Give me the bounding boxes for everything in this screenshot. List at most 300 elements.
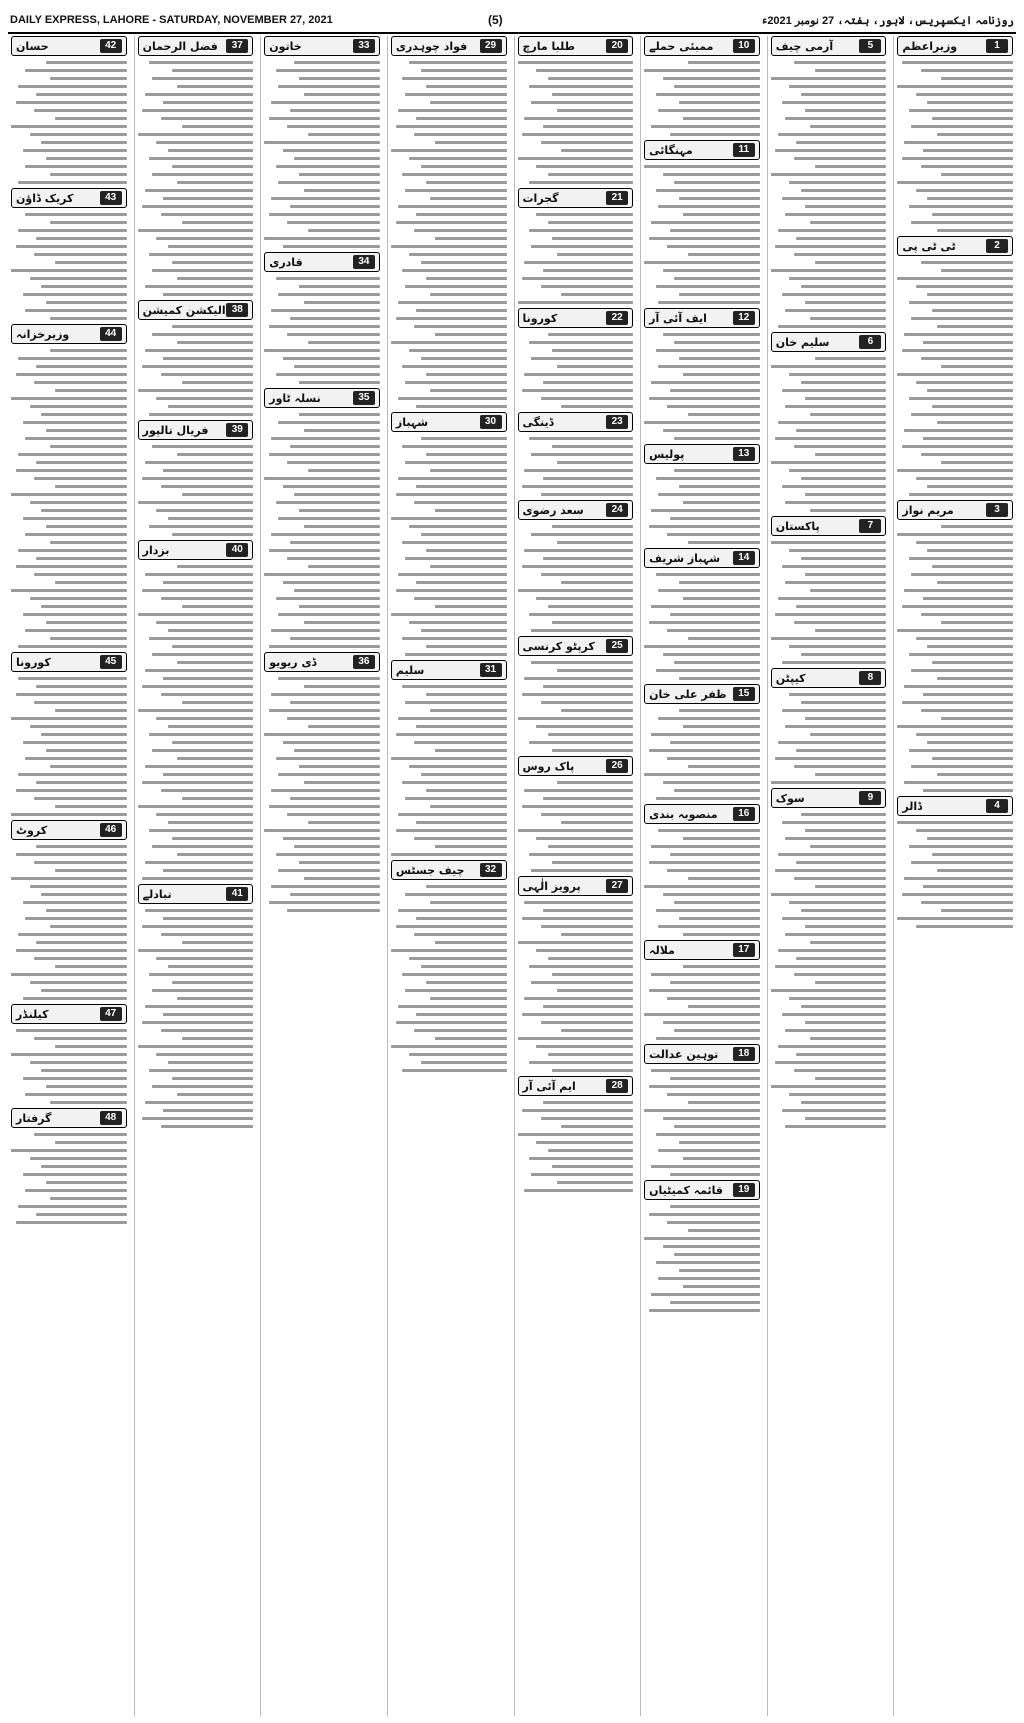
text-line: [789, 1093, 886, 1096]
text-line: [688, 413, 760, 416]
text-line: [557, 989, 633, 992]
text-line: [269, 709, 380, 712]
text-line: [421, 261, 507, 264]
text-line: [172, 741, 253, 744]
text-line: [55, 965, 127, 968]
text-line: [430, 565, 506, 568]
text-line: [658, 301, 760, 304]
text-line: [50, 1197, 126, 1200]
text-line: [904, 429, 1013, 432]
text-line: [435, 1037, 507, 1040]
story-title: وزیرخزانہ: [16, 327, 70, 341]
text-line: [398, 397, 507, 400]
text-line: [30, 133, 127, 136]
news-story: [771, 36, 887, 328]
text-line: [663, 1245, 760, 1248]
story-title: سوک: [775, 791, 805, 805]
text-line: [810, 509, 886, 512]
text-line: [276, 165, 380, 168]
text-line: [430, 997, 506, 1000]
text-line: [426, 645, 507, 648]
text-line: [304, 189, 380, 192]
story-number: 39: [226, 423, 248, 437]
text-line: [649, 621, 760, 624]
masthead-english: DAILY EXPRESS, LAHORE - SATURDAY, NOVEMBER 27, 2021: [10, 14, 333, 26]
text-line: [36, 941, 126, 944]
text-line: [909, 653, 1013, 656]
story-body-text: [138, 443, 254, 536]
text-line: [421, 629, 507, 632]
text-line: [658, 1149, 760, 1152]
story-number: 45: [100, 655, 122, 669]
story-body-text: [518, 1099, 634, 1192]
text-line: [16, 565, 127, 568]
text-line: [810, 221, 886, 224]
text-line: [541, 701, 634, 704]
text-line: [775, 149, 886, 152]
text-line: [426, 789, 507, 792]
story-title: شہباز شریف: [649, 551, 721, 565]
story-title: ظفر علی خان: [649, 687, 727, 701]
text-line: [801, 909, 887, 912]
masthead: [8, 10, 1016, 34]
story-number: 29: [480, 39, 502, 53]
text-line: [651, 733, 760, 736]
text-line: [771, 893, 887, 896]
story-headline-box: [644, 444, 760, 464]
text-line: [782, 197, 886, 200]
text-line: [557, 365, 633, 368]
text-line: [391, 517, 507, 520]
text-line: [522, 1013, 633, 1016]
text-line: [276, 853, 380, 856]
text-line: [416, 581, 506, 584]
story-headline-box: [644, 684, 760, 704]
text-line: [916, 477, 1013, 480]
story-title: توہین عدالت: [649, 1047, 719, 1061]
text-line: [921, 261, 1014, 264]
text-line: [531, 453, 633, 456]
story-title: کیلنڈر: [16, 1007, 49, 1021]
text-line: [16, 1029, 127, 1032]
text-line: [789, 277, 886, 280]
text-line: [23, 613, 127, 616]
news-story: [11, 820, 127, 1000]
text-line: [667, 533, 760, 536]
text-line: [923, 149, 1013, 152]
text-line: [278, 85, 380, 88]
news-column: [134, 36, 257, 1716]
text-line: [518, 301, 634, 304]
story-body-text: [644, 1203, 760, 1312]
text-line: [25, 629, 127, 632]
text-line: [927, 197, 1013, 200]
text-line: [902, 157, 1013, 160]
text-line: [163, 357, 253, 360]
text-line: [561, 933, 633, 936]
text-line: [398, 301, 507, 304]
text-line: [794, 157, 887, 160]
text-line: [518, 589, 634, 592]
text-line: [402, 77, 506, 80]
text-line: [396, 1021, 507, 1024]
text-line: [426, 453, 507, 456]
text-line: [782, 1013, 886, 1016]
text-line: [299, 605, 380, 608]
story-body-text: [518, 211, 634, 304]
text-line: [536, 69, 633, 72]
text-line: [561, 821, 633, 824]
text-line: [932, 405, 1013, 408]
text-line: [11, 973, 127, 976]
text-line: [287, 125, 380, 128]
text-line: [782, 709, 886, 712]
story-number: 44: [100, 327, 122, 341]
text-line: [304, 621, 380, 624]
story-headline-box: [11, 652, 127, 672]
text-line: [909, 397, 1013, 400]
text-line: [16, 469, 127, 472]
story-title: ملالہ: [649, 943, 675, 957]
text-line: [683, 965, 759, 968]
text-line: [16, 101, 127, 104]
text-line: [398, 717, 507, 720]
text-line: [658, 829, 760, 832]
text-line: [304, 301, 380, 304]
story-body-text: [518, 899, 634, 1072]
text-line: [789, 181, 886, 184]
text-line: [290, 637, 380, 640]
story-title: فریال تالپور: [142, 423, 209, 437]
text-line: [651, 1165, 760, 1168]
text-line: [782, 661, 886, 664]
story-headline-box: [264, 388, 380, 408]
text-line: [524, 373, 633, 376]
story-number: 30: [480, 415, 502, 429]
text-line: [644, 261, 760, 264]
text-line: [163, 197, 253, 200]
news-story: [897, 500, 1013, 792]
text-line: [679, 197, 760, 200]
text-line: [529, 341, 633, 344]
news-column: [767, 36, 890, 1716]
text-line: [927, 293, 1013, 296]
text-line: [904, 685, 1013, 688]
text-line: [11, 125, 127, 128]
text-line: [276, 69, 380, 72]
story-number: 24: [606, 503, 628, 517]
story-title: ڈالر: [902, 799, 923, 813]
text-line: [409, 253, 506, 256]
text-line: [541, 141, 634, 144]
text-line: [435, 941, 507, 944]
text-line: [172, 645, 253, 648]
text-line: [269, 805, 380, 808]
text-line: [561, 1125, 633, 1128]
text-line: [405, 557, 507, 560]
text-line: [796, 605, 886, 608]
text-line: [161, 933, 254, 936]
story-title: مریم نواز: [902, 503, 954, 517]
text-line: [156, 237, 253, 240]
story-number: 33: [353, 39, 375, 53]
story-title: پولیس: [649, 447, 685, 461]
news-column: [8, 36, 130, 1716]
text-line: [391, 149, 507, 152]
text-line: [815, 261, 887, 264]
text-line: [149, 61, 253, 64]
text-line: [909, 557, 1013, 560]
text-line: [522, 1109, 633, 1112]
text-line: [644, 885, 760, 888]
page-number: (5): [488, 13, 503, 27]
text-line: [391, 245, 507, 248]
story-body-text: [644, 827, 760, 936]
text-line: [182, 221, 254, 224]
text-line: [269, 213, 380, 216]
text-line: [524, 789, 633, 792]
news-story: [518, 1076, 634, 1192]
text-line: [536, 597, 633, 600]
story-title: وزیراعظم: [902, 39, 958, 53]
story-number: 14: [733, 551, 755, 565]
text-line: [430, 389, 506, 392]
text-line: [778, 325, 887, 328]
text-line: [815, 453, 887, 456]
text-line: [916, 637, 1013, 640]
text-line: [651, 845, 760, 848]
text-line: [651, 1069, 760, 1072]
text-line: [651, 125, 760, 128]
text-line: [276, 373, 380, 376]
text-line: [264, 141, 380, 144]
text-line: [796, 861, 886, 864]
text-line: [663, 893, 760, 896]
text-line: [667, 405, 760, 408]
text-line: [405, 461, 507, 464]
text-line: [923, 693, 1013, 696]
text-line: [30, 405, 127, 408]
story-headline-box: [644, 548, 760, 568]
text-line: [561, 149, 633, 152]
text-line: [182, 701, 254, 704]
text-line: [529, 613, 633, 616]
text-line: [688, 541, 760, 544]
text-line: [138, 133, 254, 136]
text-line: [23, 741, 127, 744]
news-story: [518, 876, 634, 1072]
text-line: [782, 293, 886, 296]
text-line: [55, 581, 127, 584]
text-line: [18, 549, 127, 552]
text-line: [294, 365, 380, 368]
text-line: [667, 1093, 760, 1096]
text-line: [168, 405, 254, 408]
text-line: [911, 317, 1013, 320]
masthead-urdu: روزنامہ ایکسپریس، لاہور، ہفتہ، 27 نومبر 2021ء: [762, 15, 1014, 27]
text-line: [172, 1077, 253, 1080]
news-story: [138, 300, 254, 416]
text-line: [775, 869, 886, 872]
text-line: [142, 1021, 253, 1024]
text-line: [644, 69, 760, 72]
text-line: [531, 629, 633, 632]
story-number: 11: [733, 143, 755, 157]
text-line: [552, 1165, 633, 1168]
text-line: [396, 829, 507, 832]
story-number: 4: [986, 799, 1008, 813]
text-line: [561, 405, 633, 408]
text-line: [801, 381, 887, 384]
text-line: [529, 741, 633, 744]
story-number: 38: [226, 303, 248, 317]
text-line: [405, 381, 507, 384]
text-line: [796, 237, 886, 240]
text-line: [557, 109, 633, 112]
text-line: [536, 1045, 633, 1048]
story-headline-box: [391, 36, 507, 56]
story-number: 26: [606, 759, 628, 773]
text-line: [287, 813, 380, 816]
text-line: [283, 357, 380, 360]
text-line: [430, 901, 506, 904]
text-line: [25, 917, 127, 920]
text-line: [416, 117, 506, 120]
story-title: ایم آئی آر: [522, 1079, 576, 1093]
text-line: [656, 189, 760, 192]
story-body-text: [264, 59, 380, 248]
text-line: [172, 69, 253, 72]
text-line: [23, 421, 127, 424]
text-line: [679, 357, 760, 360]
text-line: [656, 93, 760, 96]
story-headline-box: [518, 876, 634, 896]
text-line: [308, 133, 380, 136]
text-line: [674, 901, 760, 904]
text-line: [152, 333, 254, 336]
story-number: 32: [480, 863, 502, 877]
text-line: [794, 621, 887, 624]
news-story: [11, 188, 127, 320]
text-line: [810, 317, 886, 320]
text-line: [271, 789, 380, 792]
text-line: [149, 829, 253, 832]
text-line: [177, 85, 253, 88]
text-line: [941, 77, 1013, 80]
text-line: [782, 1109, 886, 1112]
text-line: [810, 589, 886, 592]
text-line: [548, 333, 634, 336]
text-line: [670, 1077, 760, 1080]
text-line: [782, 101, 886, 104]
text-line: [543, 381, 633, 384]
text-line: [904, 589, 1013, 592]
text-line: [782, 565, 886, 568]
text-line: [55, 261, 127, 264]
text-line: [663, 653, 760, 656]
text-line: [771, 173, 887, 176]
text-line: [25, 1093, 127, 1096]
text-line: [663, 429, 760, 432]
text-line: [552, 749, 633, 752]
text-line: [421, 1061, 507, 1064]
text-line: [789, 901, 886, 904]
text-line: [911, 125, 1013, 128]
text-line: [552, 349, 633, 352]
text-line: [11, 813, 127, 816]
news-story: [644, 804, 760, 936]
text-line: [23, 293, 127, 296]
text-line: [41, 989, 127, 992]
text-line: [688, 61, 760, 64]
text-line: [557, 461, 633, 464]
text-line: [16, 1221, 127, 1224]
story-number: 9: [859, 791, 881, 805]
text-line: [557, 253, 633, 256]
text-line: [278, 517, 380, 520]
text-line: [421, 965, 507, 968]
text-line: [932, 661, 1013, 664]
text-line: [916, 189, 1013, 192]
text-line: [30, 1061, 127, 1064]
text-line: [688, 1101, 760, 1104]
news-story: [138, 540, 254, 880]
text-line: [421, 357, 507, 360]
text-line: [276, 501, 380, 504]
text-line: [815, 69, 887, 72]
text-line: [531, 869, 633, 872]
text-line: [522, 485, 633, 488]
text-line: [177, 277, 253, 280]
text-line: [271, 693, 380, 696]
text-line: [548, 605, 634, 608]
text-line: [543, 1005, 633, 1008]
text-line: [16, 373, 127, 376]
text-line: [782, 917, 886, 920]
text-line: [909, 301, 1013, 304]
text-line: [145, 909, 254, 912]
text-line: [402, 781, 506, 784]
story-headline-box: [138, 420, 254, 440]
text-line: [46, 61, 127, 64]
text-line: [30, 277, 127, 280]
text-line: [156, 621, 253, 624]
text-line: [771, 637, 887, 640]
text-line: [941, 461, 1013, 464]
text-line: [529, 181, 633, 184]
text-line: [902, 349, 1013, 352]
text-line: [801, 813, 887, 816]
text-line: [644, 645, 760, 648]
text-line: [290, 701, 380, 704]
news-story: [518, 412, 634, 496]
text-line: [644, 421, 760, 424]
text-line: [667, 997, 760, 1000]
text-line: [23, 997, 127, 1000]
text-line: [674, 181, 760, 184]
text-line: [932, 565, 1013, 568]
text-line: [937, 773, 1013, 776]
news-story: [391, 660, 507, 856]
text-line: [396, 925, 507, 928]
text-line: [161, 485, 254, 488]
story-number: 1: [986, 39, 1008, 53]
text-line: [518, 1133, 634, 1136]
text-line: [683, 933, 759, 936]
story-number: 27: [606, 879, 628, 893]
text-line: [916, 733, 1013, 736]
story-headline-box: [391, 412, 507, 432]
